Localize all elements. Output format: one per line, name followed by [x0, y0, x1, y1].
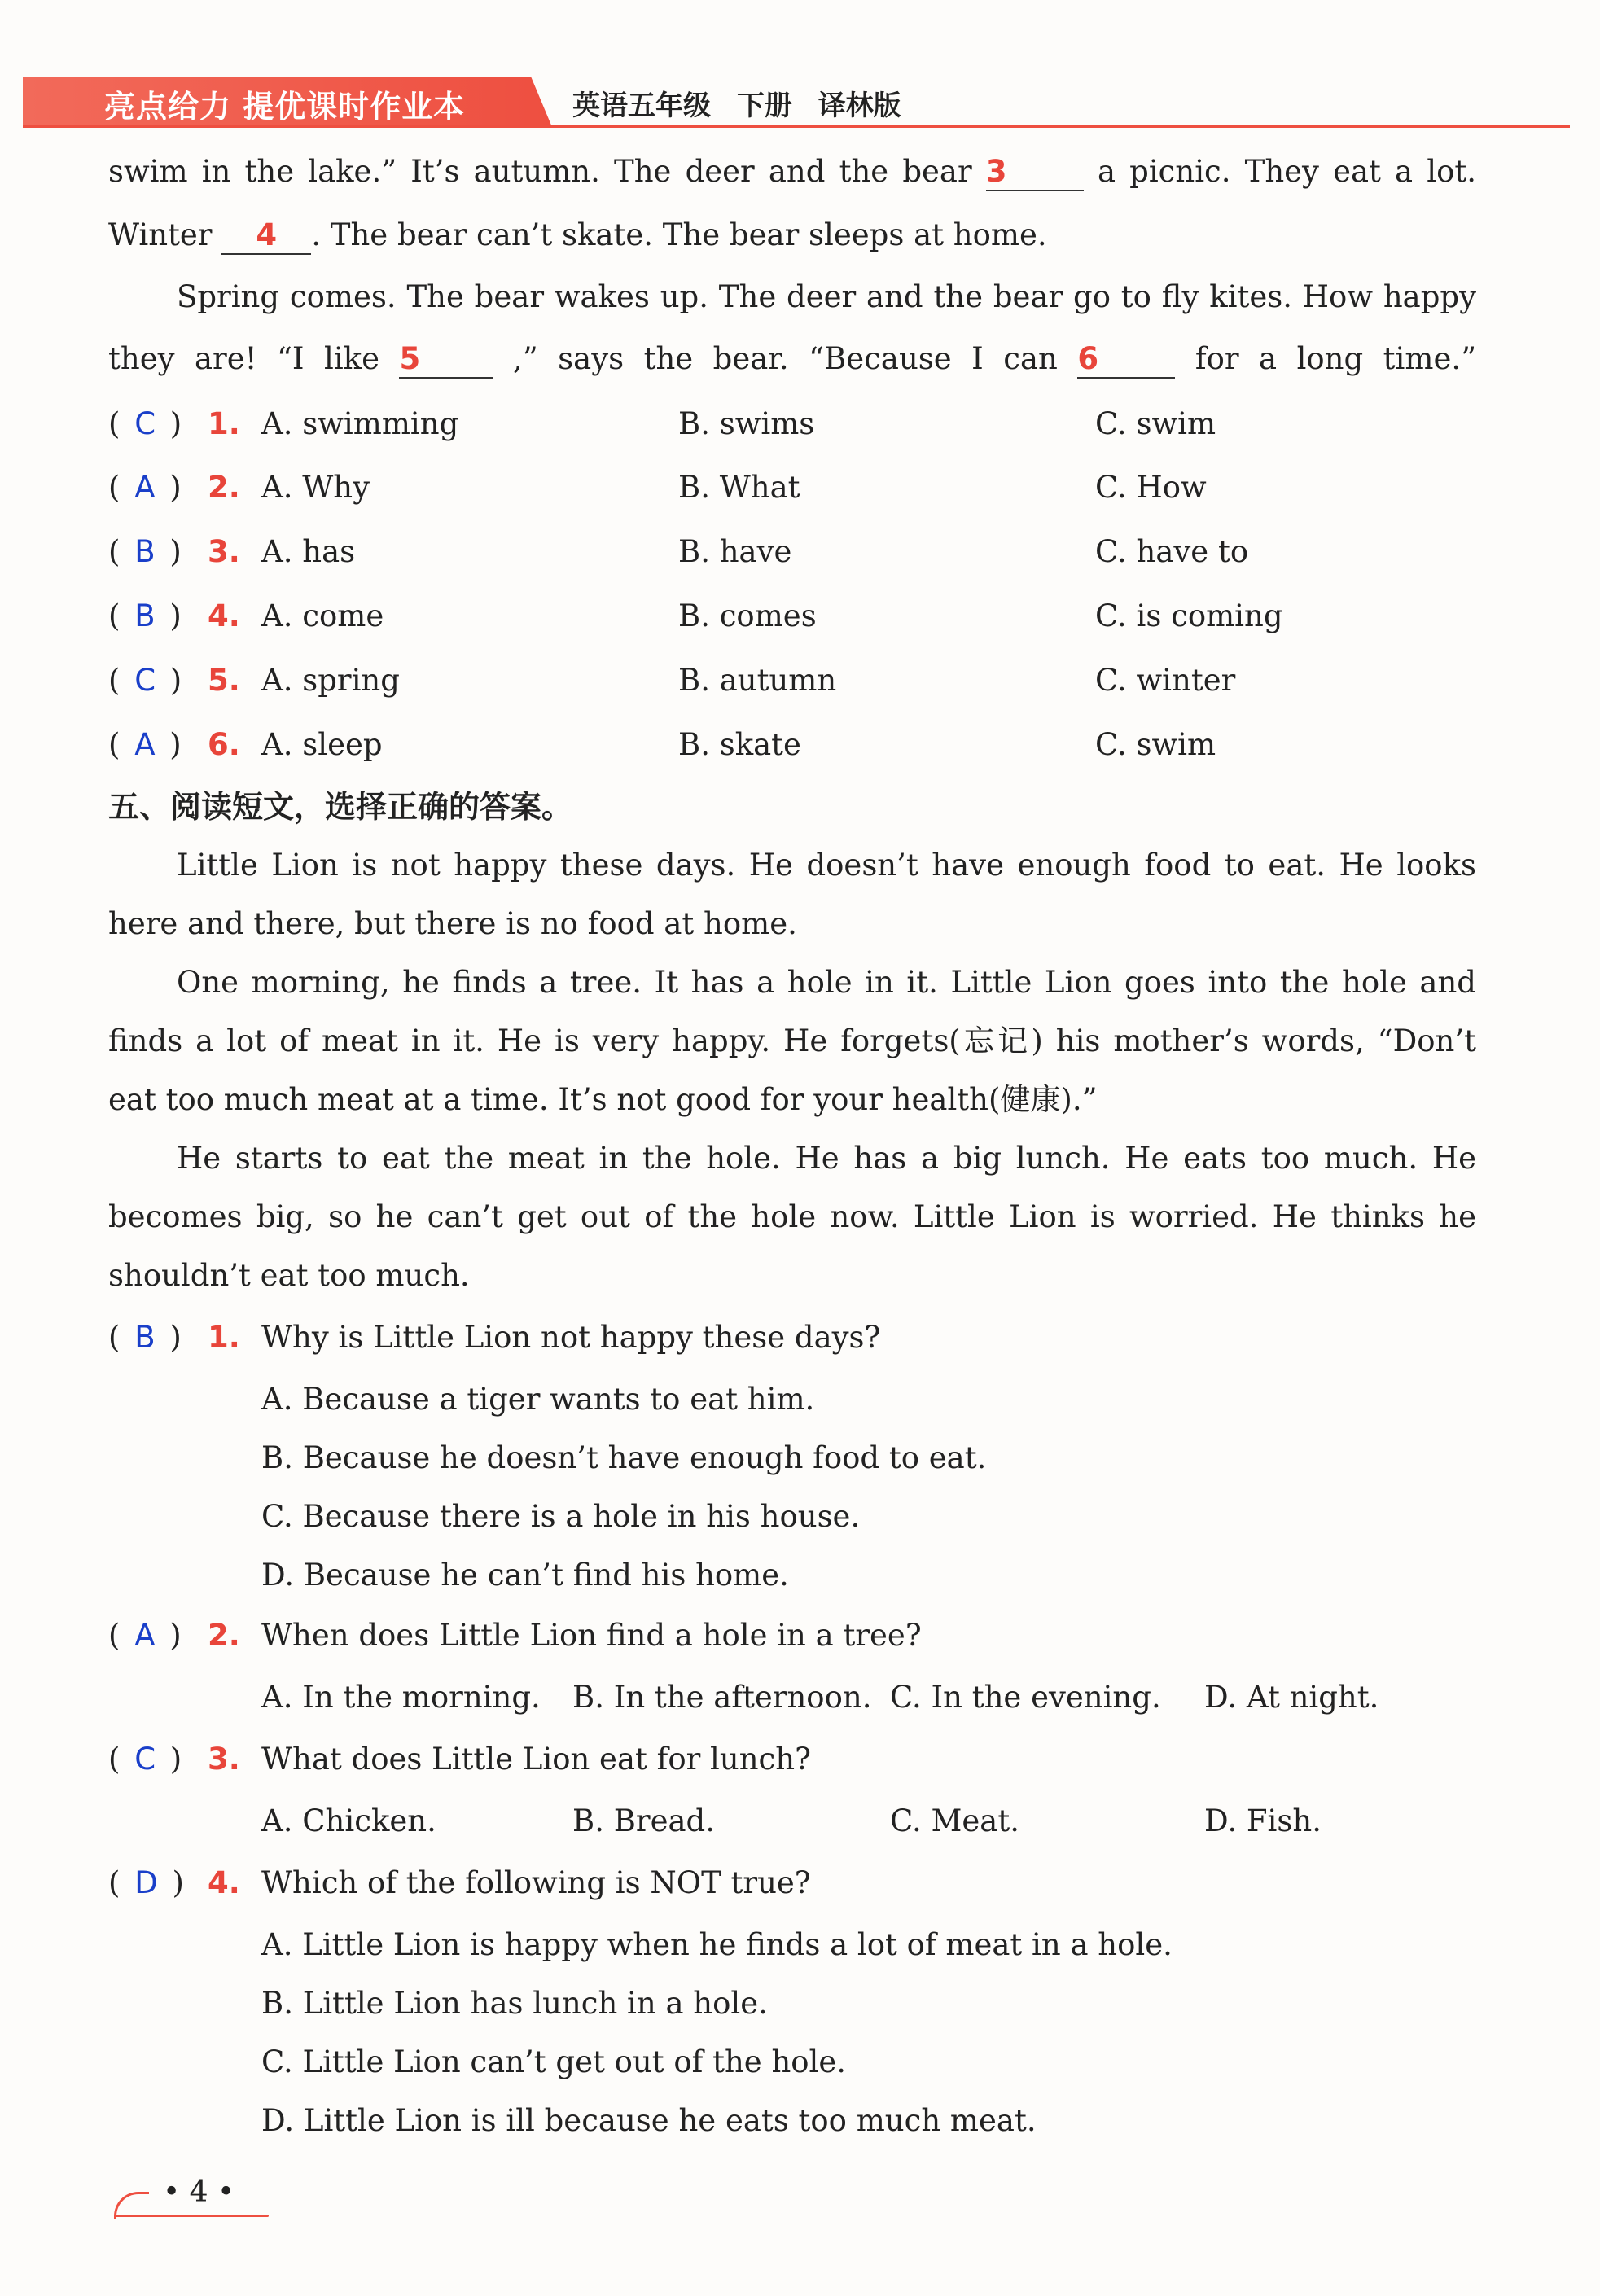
option-a: A. has [261, 534, 356, 569]
option-c: C. Little Lion can’t get out of the hole. [261, 2044, 847, 2079]
reading-line: shouldn’t eat too much. [108, 1258, 470, 1293]
question-text: Which of the following is NOT true? [261, 1865, 811, 1900]
blank-4: 4 [221, 217, 311, 255]
question-number: 1. [208, 1320, 240, 1355]
option-d: D. Because he can’t find his home. [261, 1558, 789, 1593]
book-subtitle: 英语五年级 下册 译林版 [572, 90, 901, 122]
option-b: B. In the afternoon. [572, 1680, 872, 1715]
answer: B [134, 1320, 156, 1355]
cloze-text: . The bear can’t skate. The bear sleeps at home. [311, 217, 1047, 252]
page-footer [114, 2176, 269, 2224]
option-b: B. Bread. [572, 1803, 715, 1838]
answer: A [134, 1618, 156, 1653]
option-c: C. In the evening. [890, 1680, 1161, 1715]
reading-line: finds a lot of meat in it. He is very happy. He forgets(忘记) his mother’s words, “Don’t [108, 1023, 1476, 1058]
header-rule [23, 125, 1570, 128]
cloze-text: Winter [108, 217, 213, 252]
question-number: 4. [208, 1865, 240, 1900]
cloze-line-3: Spring comes. The bear wakes up. The deer and the bear go to fly kites. How happy [177, 279, 1476, 314]
question-number: 2. [208, 470, 240, 505]
answer: A [134, 470, 156, 505]
option-b: B. skate [678, 727, 801, 762]
option-a: A. Because a tiger wants to eat him. [261, 1382, 815, 1417]
answer: D [134, 1865, 158, 1900]
option-c: C. winter [1095, 663, 1236, 698]
blank-5: 5 [399, 341, 493, 379]
option-b: B. comes [678, 598, 817, 633]
answer: A [134, 727, 156, 762]
option-b: B. swims [678, 406, 815, 441]
cloze-question-2: ( A ) 2. A. Why B. What C. How [108, 467, 240, 508]
cloze-question-1: ( C ) 1. A. swimming B. swims C. swim [108, 404, 240, 445]
question-number: 3. [208, 534, 240, 569]
reading-line: becomes big, so he can’t get out of the hole now. Little Lion is worried. He thinks he [108, 1199, 1476, 1234]
page-header [23, 77, 1570, 127]
question-number: 4. [208, 598, 240, 633]
cloze-question-4: ( B ) 4. A. come B. comes C. is coming [108, 596, 240, 637]
option-a: A. sleep [261, 727, 383, 762]
cloze-text: for a long time.” [1195, 341, 1477, 376]
cloze-question-3: ( B ) 3. A. has B. have C. have to [108, 532, 240, 572]
option-a: A. In the morning. [261, 1680, 541, 1715]
answer: C [134, 663, 156, 698]
cloze-line-2 [108, 215, 1047, 256]
option-c: C. Meat. [890, 1803, 1019, 1838]
option-c: C. Because there is a hole in his house. [261, 1499, 861, 1534]
question-text: Why is Little Lion not happy these days? [261, 1320, 881, 1355]
question-number: 2. [208, 1618, 240, 1653]
reading-question-1: ( B ) 1. Why is Little Lion not happy these days? [108, 1317, 240, 1358]
option-b: B. Because he doesn’t have enough food to eat. [261, 1440, 987, 1475]
footer-rule [114, 2215, 269, 2217]
cloze-text: swim in the lake.” It’s autumn. The deer and the bear [108, 154, 972, 189]
answer: B [134, 598, 156, 633]
option-b: B. What [678, 470, 800, 505]
answer: C [134, 1742, 156, 1777]
question-number: 6. [208, 727, 240, 762]
reading-line: eat too much meat at a time. It’s not good for your health(健康).” [108, 1082, 1098, 1117]
option-a: A. swimming [261, 406, 459, 441]
option-c: C. swim [1095, 727, 1216, 762]
reading-line: Little Lion is not happy these days. He doesn’t have enough food to eat. He looks [177, 848, 1476, 883]
question-number: 5. [208, 663, 240, 698]
option-a: A. spring [261, 663, 400, 698]
reading-question-2: ( A ) 2. When does Little Lion find a hole in a tree? [108, 1615, 240, 1656]
option-a: A. Chicken. [261, 1803, 436, 1838]
answer: B [134, 534, 156, 569]
section-title: 五、阅读短文，选择正确的答案。 [108, 789, 573, 825]
cloze-line-1 [108, 151, 1476, 192]
option-a: A. Little Lion is happy when he finds a lot of meat in a hole. [261, 1927, 1173, 1962]
reading-line: One morning, he finds a tree. It has a hole in it. Little Lion goes into the hole and [177, 965, 1476, 1000]
answer: C [134, 406, 156, 441]
option-c: C. is coming [1095, 598, 1283, 633]
question-text: When does Little Lion find a hole in a tree? [261, 1618, 922, 1653]
option-d: D. Little Lion is ill because he eats too much meat. [261, 2103, 1037, 2138]
reading-line: He starts to eat the meat in the hole. He has a big lunch. He eats too much. He [177, 1141, 1476, 1176]
question-text: What does Little Lion eat for lunch? [261, 1742, 811, 1777]
option-c: C. have to [1095, 534, 1249, 569]
option-b: B. Little Lion has lunch in a hole. [261, 1986, 768, 2021]
option-b: B. have [678, 534, 792, 569]
option-d: D. Fish. [1204, 1803, 1322, 1838]
option-a: A. come [261, 598, 384, 633]
option-d: D. At night. [1204, 1680, 1379, 1715]
reading-line: here and there, but there is no food at home. [108, 906, 797, 941]
book-title: 亮点给力 提优课时作业本 [104, 89, 466, 125]
page-number: • 4 • [163, 2176, 235, 2209]
cloze-text: a picnic. They eat a lot. [1097, 154, 1476, 189]
reading-question-3: ( C ) 3. What does Little Lion eat for lunch? [108, 1739, 240, 1780]
reading-question-4: ( D ) 4. Which of the following is NOT true? [108, 1863, 240, 1904]
option-a: A. Why [261, 470, 370, 505]
blank-3: 3 [986, 154, 1084, 191]
cloze-question-5: ( C ) 5. A. spring B. autumn C. winter [108, 660, 240, 701]
option-b: B. autumn [678, 663, 837, 698]
option-c: C. How [1095, 470, 1207, 505]
blank-6: 6 [1077, 341, 1175, 379]
question-number: 3. [208, 1742, 240, 1777]
cloze-text: they are! “I like [108, 341, 379, 376]
question-number: 1. [208, 406, 240, 441]
cloze-question-6: ( A ) 6. A. sleep B. skate C. swim [108, 725, 240, 765]
cloze-text: ,” says the bear. “Because I can [512, 341, 1058, 376]
cloze-line-4 [108, 339, 1476, 379]
option-c: C. swim [1095, 406, 1216, 441]
